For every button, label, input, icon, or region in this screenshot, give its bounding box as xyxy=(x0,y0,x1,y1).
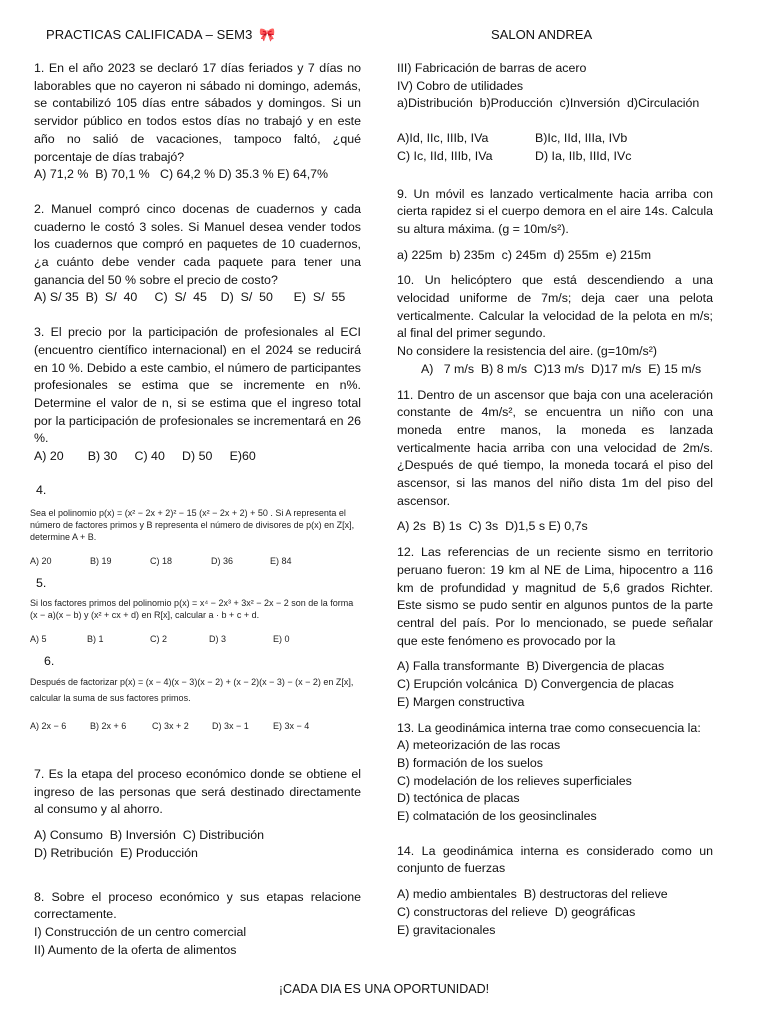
question-6-option: A) 2x − 6 xyxy=(30,721,67,732)
question-10-note: No considere la resistencia del aire. (g=10m/s²) xyxy=(397,344,657,359)
question-5-option: A) 5 xyxy=(30,633,47,644)
question-10-text: 10. Un helicóptero que está descendiendo a una velocidad uniforme de 7m/s; deja caer una pelota verticalmente. Calcular la velocidad de la pelota en m/s; al final del primer segundo. xyxy=(397,273,713,341)
question-4-option: C) 18 xyxy=(150,556,173,567)
question-9-text: 9. Un móvil es lanzado verticalmente hacia arriba con cierta rapidez si el cuerpo demora en el aire 14s. Calcula su altura máxima. (g = 10m/s²). xyxy=(397,186,713,236)
bow-icon: 🎀 xyxy=(259,27,276,42)
question-8-item-4: IV) Cobro de utilidades xyxy=(397,78,524,93)
question-6-options xyxy=(30,718,361,736)
question-3-text: 3. El precio por la participación de profesionales al ECI (encuentro científico internacional) en el 2024 se reducirá en 10 %. Debido a este cambio, el número de participantes profesionales se estima que se incremente en n%. Determine el valor de n, si se estima que el ingreso total por la participación de profesionales se incrementará en 26 %. xyxy=(34,325,361,446)
question-14-options-line-1: A) medio ambientales B) destructoras del relieve xyxy=(397,887,668,902)
question-5-options xyxy=(30,631,361,649)
question-4-option: E) 84 xyxy=(270,556,292,567)
question-14-text: 14. La geodinámica interna es considerado como un conjunto de fuerzas xyxy=(397,843,713,876)
question-10-options: A) 7 m/s B) 8 m/s C)13 m/s D)17 m/s E) 15 m/s xyxy=(421,361,702,376)
question-13-option-a: A) meteorización de las rocas xyxy=(397,738,561,753)
question-12-options-line-1: A) Falla transformante B) Divergencia de placas xyxy=(397,659,665,674)
header-title-text: PRACTICAS CALIFICADA – SEM3 xyxy=(46,27,253,42)
question-8-option-b: B)Ic, IId, IIIa, IVb xyxy=(535,131,628,146)
question-4-option: D) 36 xyxy=(211,556,234,567)
question-4-number: 4. xyxy=(36,482,47,497)
question-13-option-b: B) formación de los suelos xyxy=(397,755,544,770)
question-8-option-c: C) Ic, IId, IIIb, IVa xyxy=(397,148,493,163)
question-13-option-c: C) modelación de los relieves superficiales xyxy=(397,773,632,788)
question-5-number: 5. xyxy=(36,576,47,591)
question-6-option: E) 3x − 4 xyxy=(273,721,310,732)
question-7-text: 7. Es la etapa del proceso económico donde se obtiene el ingreso de las personas que será destinado directamente al consumo y al ahorro. xyxy=(34,766,361,817)
question-14-options-line-3: E) gravitacionales xyxy=(397,922,496,937)
question-13-text: 13. La geodinámica interna trae como consecuencia la: xyxy=(397,720,701,735)
question-13-option-e: E) colmatación de los geosinclinales xyxy=(397,809,597,824)
question-8-options xyxy=(397,130,713,165)
question-2-options: A) S/ 35 B) S/ 40 C) S/ 45 D) S/ 50 E) S/ 55 xyxy=(34,290,346,305)
question-2-text: 2. Manuel compró cinco docenas de cuadernos y cada cuaderno le costó 3 soles. Si Manuel desea vender todos los cuadernos que compró en paquetes de 10 cuadernos, ¿a cuánto debe vender cada paquete para tener una ganancia del 50 % sobre el precio de costo? xyxy=(34,201,361,287)
question-9-options: a) 225m b) 235m c) 245m d) 255m e) 215m xyxy=(397,247,652,262)
question-6-option: C) 3x + 2 xyxy=(152,721,189,732)
question-12-options-line-2: C) Erupción volcánica D) Convergencia de placas xyxy=(397,677,674,692)
question-8-item-3: III) Fabricación de barras de acero xyxy=(397,61,587,75)
question-3-options: A) 20 B) 30 C) 40 D) 50 E)60 xyxy=(34,449,256,464)
question-12-text: 12. Las referencias de un reciente sismo en territorio peruano fueron: 19 km al NE de Lima, hipocentro a 116 km de profundidad y magnitud de 5,6 grados Richter. Este sismo se pudo sentir en algunos puntos de la parte central del país. Por lo mencionado, se puede señalar que este fenómeno es provocado por la xyxy=(397,545,713,648)
question-5-option: D) 3 xyxy=(209,633,227,644)
question-1-text: 1. En el año 2023 se declaró 17 días feriados y 7 días no laborables que no cayeron ni sábado ni domingo, además, se contabilizó 105 días entre sábados y domingos. Si un servidor público en todos estos días no trabajó y en este año no salió de vacaciones, tampoco faltó, ¿qué porcentaje de días trabajó? xyxy=(34,61,361,164)
question-6-option: D) 3x − 1 xyxy=(212,721,249,732)
question-6-number: 6. xyxy=(44,653,55,668)
question-7-options-line-1: A) Consumo B) Inversión C) Distribución xyxy=(34,828,264,843)
question-12-options-line-3: E) Margen constructiva xyxy=(397,694,525,709)
question-4-option: A) 20 xyxy=(30,556,52,567)
question-5-option: C) 2 xyxy=(150,633,168,644)
question-8-item-2: II) Aumento de la oferta de alimentos xyxy=(34,942,237,957)
header-title xyxy=(46,27,275,43)
question-5-text: Si los factores primos del polinomio p(x) = x⁴ − 2x³ + 3x² − 2x − 2 son de la forma (x − a)(x − b) y (x² + cx + d) en R[x], calcular a · b + c + d. xyxy=(30,597,354,620)
question-8-option-d: D) Ia, IIb, IIId, IVc xyxy=(535,148,632,163)
question-8-text: 8. Sobre el proceso económico y sus etapas relacione correctamente. xyxy=(34,889,361,922)
question-8-item-1: I) Construcción de un centro comercial xyxy=(34,924,247,939)
question-5-option: E) 0 xyxy=(273,633,290,644)
question-4-option: B) 19 xyxy=(90,556,112,567)
footer-motto: ¡CADA DIA ES UNA OPORTUNIDAD! xyxy=(278,982,490,996)
question-11-options: A) 2s B) 1s C) 3s D)1,5 s E) 0,7s xyxy=(397,519,588,534)
question-4-text: Sea el polinomio p(x) = (x² − 2x + 2)² − 15 (x² − 2x + 2) + 50 . Si A representa el número de factores primos y B representa el número de divisores de p(x) en Z[x], determine A + B. xyxy=(30,508,355,543)
question-6-text: Después de factorizar p(x) = (x − 4)(x − 3)(x − 2) + (x − 2)(x − 3) − (x − 2) en Z[x], calcular la suma de sus factores primos. xyxy=(30,677,354,704)
question-11-text: 11. Dentro de un ascensor que baja con una aceleración constante de 4m/s², se encuentra un niño con una moneda entre manos, la moneda es lanzada verticalmente hacia arriba con una velocidad de 2m/s. ¿Después de qué tiempo, la moneda tocará el piso del ascensor, si las manos del niño dista 1m del piso del ascensor. xyxy=(397,387,713,508)
question-14-options-line-2: C) constructoras del relieve D) geográficas xyxy=(397,904,636,919)
question-5-option: B) 1 xyxy=(87,633,104,644)
question-7-options-line-2: D) Retribución E) Producción xyxy=(34,845,198,860)
question-13-option-d: D) tectónica de placas xyxy=(397,791,520,806)
question-1-options: A) 71,2 % B) 70,1 % C) 64,2 % D) 35.3 % E) 64,7% xyxy=(34,167,329,182)
question-6-option: B) 2x + 6 xyxy=(90,721,127,732)
question-4-options xyxy=(30,553,361,571)
header-classroom: SALON ANDREA xyxy=(491,27,593,42)
question-8-keys: a)Distribución b)Producción c)Inversión d)Circulación xyxy=(397,96,700,111)
question-8-option-a: A)Id, IIc, IIIb, IVa xyxy=(397,131,489,146)
left-column xyxy=(30,60,361,959)
right-column xyxy=(397,60,713,939)
